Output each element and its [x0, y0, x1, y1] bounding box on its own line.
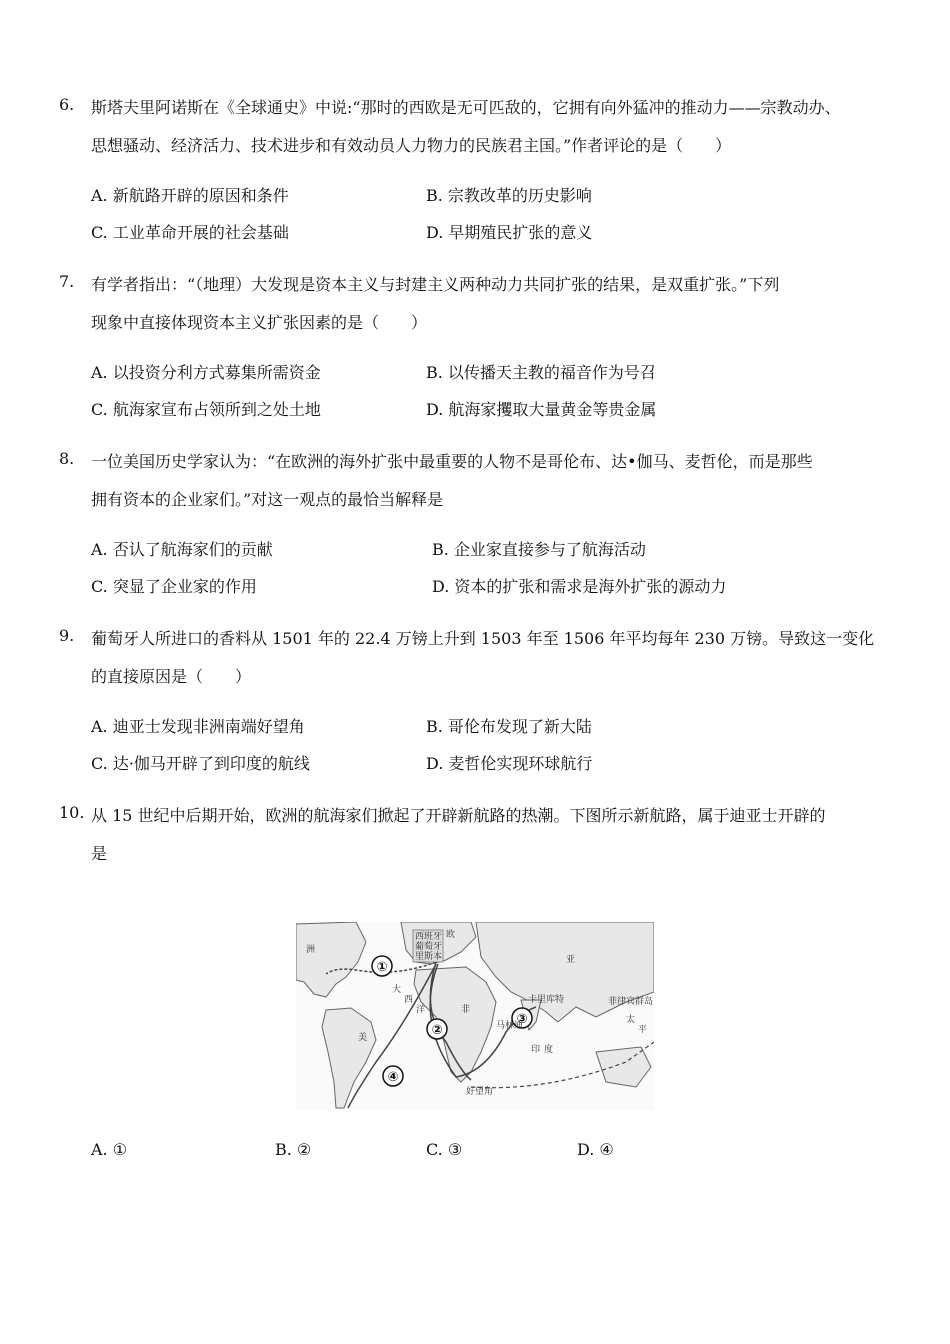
- label-north-america-1: 洲: [306, 945, 316, 955]
- option-d[interactable]: D. ④: [577, 1140, 614, 1159]
- map-svg: [296, 922, 654, 1110]
- question-number: 7.: [59, 272, 75, 291]
- label-pacific-1: 太: [626, 1015, 636, 1025]
- question-stem-line-1: 从 15 世纪中后期开始，欧洲的航海家们掀起了开辟新航路的热潮。下图所示新航路，属于迪亚士开辟的: [91, 806, 826, 825]
- question-stem-line-2: 的直接原因是（ ）: [91, 667, 252, 686]
- label-pacific-2: 平: [638, 1025, 648, 1035]
- label-atlantic-2: 西: [404, 995, 414, 1005]
- label-spain: 西班牙: [415, 932, 443, 942]
- south-america-landmass: [322, 1008, 376, 1108]
- option-b[interactable]: B. 哥伦布发现了新大陆: [426, 717, 592, 736]
- question-number: 6.: [59, 95, 75, 114]
- question-number: 10.: [59, 803, 85, 822]
- question-stem-line-2: 现象中直接体现资本主义扩张因素的是（ ）: [91, 313, 428, 332]
- new-sea-routes-map: [296, 922, 654, 1110]
- label-malindi: 马林迪: [496, 1021, 524, 1031]
- label-indian-1: 印: [531, 1045, 541, 1055]
- option-a[interactable]: A. 新航路开辟的原因和条件: [91, 186, 289, 205]
- option-c[interactable]: C. 达·伽马开辟了到印度的航线: [91, 754, 310, 773]
- option-c[interactable]: C. 航海家宣布占领所到之处土地: [91, 400, 321, 419]
- label-europe: 欧: [446, 930, 456, 940]
- question-stem-line-1: 一位美国历史学家认为：“在欧洲的海外扩张中最重要的人物不是哥伦布、达•伽马、麦哲伦，而是那些: [91, 452, 813, 471]
- option-d[interactable]: D. 麦哲伦实现环球航行: [426, 754, 593, 773]
- option-a[interactable]: A. 以投资分利方式募集所需资金: [91, 363, 321, 382]
- label-atlantic-3: 洋: [416, 1005, 426, 1015]
- question-stem-line-1: 葡萄牙人所进口的香料从 1501 年的 22.4 万镑上升到 1503 年至 1506 年平均每年 230 万镑。导致这一变化: [91, 629, 875, 648]
- label-lisbon: 里斯本: [415, 952, 443, 962]
- route-marker-3-label: ③: [516, 1012, 528, 1027]
- option-c[interactable]: C. 工业革命开展的社会基础: [91, 223, 289, 242]
- option-c[interactable]: C. 突显了企业家的作用: [91, 577, 257, 596]
- route-marker-4-label: ④: [387, 1070, 399, 1085]
- label-philippines: 菲律宾群岛: [608, 997, 654, 1007]
- option-d[interactable]: D. 资本的扩张和需求是海外扩张的源动力: [432, 577, 727, 596]
- question-stem-line-1: 有学者指出：“（地理）大发现是资本主义与封建主义两种动力共同扩张的结果，是双重扩张。”下列: [91, 275, 780, 294]
- label-portugal: 葡萄牙: [415, 942, 443, 952]
- option-d[interactable]: D. 早期殖民扩张的意义: [426, 223, 593, 242]
- option-a[interactable]: A. ①: [91, 1140, 128, 1159]
- question-stem-line-1: 斯塔夫里阿诺斯在《全球通史》中说:“那时的西欧是无可匹敌的，它拥有向外猛冲的推动力——宗教动办、: [91, 98, 841, 117]
- label-atlantic-1: 大: [392, 985, 402, 995]
- question-number: 9.: [59, 626, 75, 645]
- option-d[interactable]: D. 航海家攫取大量黄金等贵金属: [426, 400, 657, 419]
- option-b[interactable]: B. 企业家直接参与了航海活动: [432, 540, 646, 559]
- label-calicut: 卡里库特: [528, 995, 565, 1005]
- option-c[interactable]: C. ③: [426, 1140, 463, 1159]
- africa-landmass: [414, 967, 496, 1082]
- option-a[interactable]: A. 迪亚士发现非洲南端好望角: [91, 717, 305, 736]
- label-cape-good-hope: 好望角: [466, 1087, 494, 1097]
- label-africa: 非: [461, 1005, 471, 1015]
- option-b[interactable]: B. 宗教改革的历史影响: [426, 186, 592, 205]
- label-south-america-1: 美: [358, 1033, 368, 1043]
- option-b[interactable]: B. 以传播天主教的福音作为号召: [426, 363, 656, 382]
- question-stem-line-2: 思想骚动、经济活力、技术进步和有效动员人力物力的民族君主国。”作者评论的是（ ）: [91, 136, 732, 155]
- australia-landmass: [596, 1047, 651, 1087]
- label-asia: 亚: [566, 955, 576, 965]
- question-stem-line-2: 是: [91, 844, 108, 863]
- north-america-landmass: [296, 922, 366, 997]
- question-stem-line-2: 拥有资本的企业家们。”对这一观点的最恰当解释是: [91, 490, 444, 509]
- asia-landmass: [476, 922, 654, 1022]
- route-marker-1-label: ①: [376, 960, 388, 975]
- option-a[interactable]: A. 否认了航海家们的贡献: [91, 540, 273, 559]
- route-marker-2-label: ②: [431, 1023, 443, 1038]
- question-number: 8.: [59, 449, 75, 468]
- label-indian-2: 度: [544, 1045, 554, 1055]
- option-b[interactable]: B. ②: [275, 1140, 312, 1159]
